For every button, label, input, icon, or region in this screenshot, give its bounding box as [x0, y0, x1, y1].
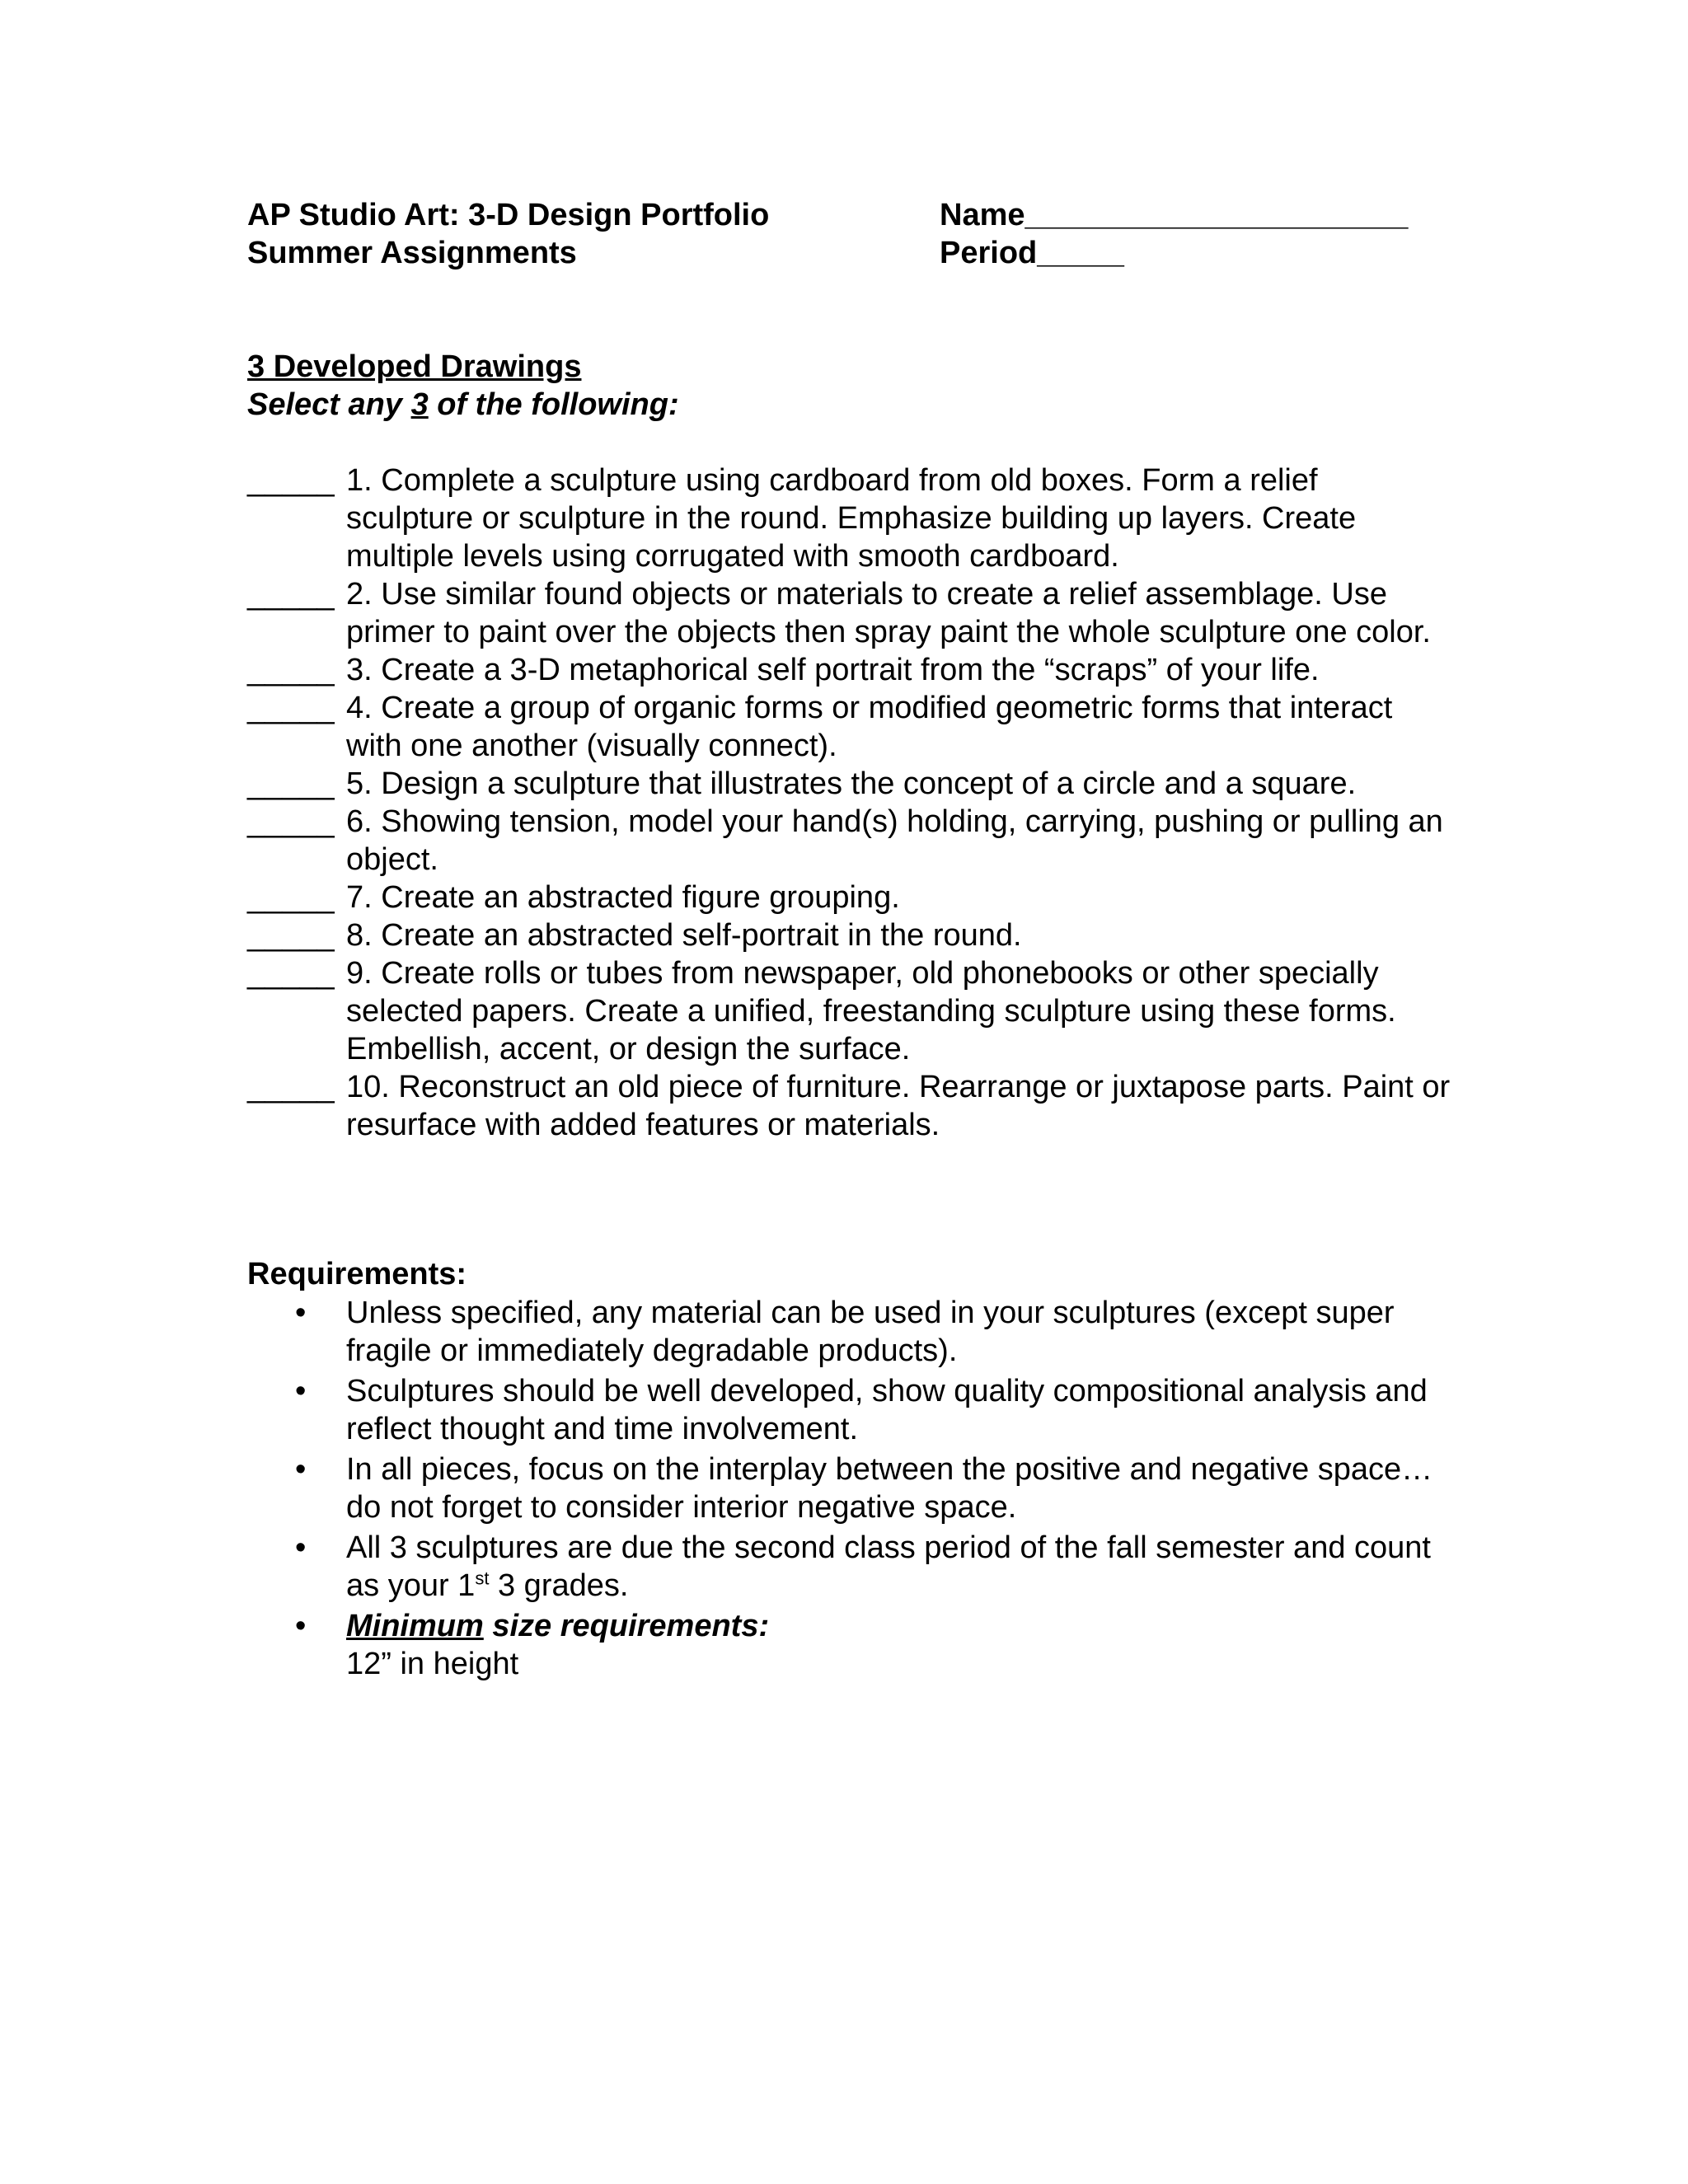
size-label	[346, 1609, 769, 1643]
options-list	[247, 462, 1451, 1144]
requirement-text: Sculptures should be well developed, show quality compositional analysis and reflect thought and time involvement.	[346, 1374, 1428, 1446]
header-right	[940, 196, 1451, 272]
bullet-icon: •	[295, 1609, 307, 1643]
bullet-icon: •	[295, 1530, 307, 1565]
grades-prefix: All 3 sculptures are due the second class period of the fall semester and count as your 1	[346, 1530, 1431, 1603]
option-text: 9. Create rolls or tubes from newspaper, old phonebooks or other specially selected papers. Create a unified, freestanding sculpture using these forms. Embellish, accent, or design the surface.	[346, 956, 1396, 1066]
option-item-1	[247, 462, 1451, 575]
instruction-suffix: of the following:	[428, 387, 679, 422]
requirement-text: In all pieces, focus on the interplay between the positive and negative space…do not forget to consider interior negative space.	[346, 1452, 1433, 1525]
requirement-size-text	[346, 1607, 1451, 1683]
option-blank[interactable]: _____	[247, 463, 335, 498]
size-label-underlined: Minimum	[346, 1609, 484, 1643]
name-field[interactable]: Name______________________	[940, 198, 1409, 232]
option-item-3	[247, 651, 1451, 689]
assignment-subtitle: Summer Assignments	[247, 236, 577, 270]
bullet-icon: •	[295, 1374, 307, 1408]
requirement-text: Unless specified, any material can be used in your sculptures (except super fragile or immediately degradable products).	[346, 1296, 1395, 1368]
period-field[interactable]: Period_____	[940, 236, 1124, 270]
option-text: 10. Reconstruct an old piece of furniture. Rearrange or juxtapose parts. Paint or resurface with added features or materials.	[346, 1070, 1451, 1142]
section-instruction	[247, 386, 679, 424]
option-blank[interactable]: _____	[247, 804, 335, 839]
grades-suffix: 3 grades.	[489, 1568, 629, 1603]
option-item-7	[247, 879, 1451, 916]
course-title: AP Studio Art: 3-D Design Portfolio	[247, 198, 770, 232]
bullet-icon: •	[295, 1452, 307, 1487]
option-item-8	[247, 916, 1451, 954]
option-item-2	[247, 575, 1451, 651]
requirement-item	[247, 1294, 1451, 1370]
header-left	[247, 196, 907, 272]
requirement-item	[247, 1451, 1451, 1526]
option-item-10	[247, 1068, 1451, 1144]
option-item-5	[247, 765, 1451, 803]
option-blank[interactable]: _____	[247, 766, 335, 801]
requirement-grades-text	[346, 1529, 1451, 1605]
requirements-list	[247, 1294, 1451, 1685]
option-text: 5. Design a sculpture that illustrates the concept of a circle and a square.	[346, 766, 1357, 801]
option-item-4	[247, 689, 1451, 765]
instruction-prefix: Select any	[247, 387, 411, 422]
option-text: 4. Create a group of organic forms or modified geometric forms that interact with one another (visually connect).	[346, 691, 1393, 763]
requirement-item	[247, 1372, 1451, 1448]
bullet-icon: •	[295, 1296, 307, 1330]
option-blank[interactable]: _____	[247, 880, 335, 915]
size-label-rest: size requirements:	[483, 1609, 770, 1643]
requirement-item	[247, 1529, 1451, 1605]
section-heading	[247, 348, 679, 424]
option-blank[interactable]: _____	[247, 653, 335, 687]
option-text: 8. Create an abstracted self-portrait in the round.	[346, 918, 1022, 953]
option-blank[interactable]: _____	[247, 691, 335, 725]
option-text: 1. Complete a sculpture using cardboard from old boxes. Form a relief sculpture or sculpture in the round. Emphasize building up layers. Create multiple levels using corrugated with smooth cardboard.	[346, 463, 1357, 574]
option-item-6	[247, 803, 1451, 879]
option-item-9	[247, 954, 1451, 1068]
size-value: 12” in height	[346, 1647, 519, 1681]
option-text: 6. Showing tension, model your hand(s) holding, carrying, pushing or pulling an object.	[346, 804, 1443, 877]
section-title: 3 Developed Drawings	[247, 349, 582, 384]
requirement-item	[247, 1607, 1451, 1683]
grades-superscript: st	[475, 1568, 490, 1589]
requirements-title: Requirements:	[247, 1257, 467, 1291]
option-text: 3. Create a 3-D metaphorical self portrait from the “scraps” of your life.	[346, 653, 1320, 687]
option-blank[interactable]: _____	[247, 577, 335, 612]
option-blank[interactable]: _____	[247, 918, 335, 953]
option-blank[interactable]: _____	[247, 956, 335, 991]
option-blank[interactable]: _____	[247, 1070, 335, 1104]
instruction-number: 3	[410, 387, 429, 422]
option-text: 7. Create an abstracted figure grouping.	[346, 880, 900, 915]
option-text: 2. Use similar found objects or materials to create a relief assemblage. Use primer to paint over the objects then spray paint the whole sculpture one color.	[346, 577, 1431, 649]
